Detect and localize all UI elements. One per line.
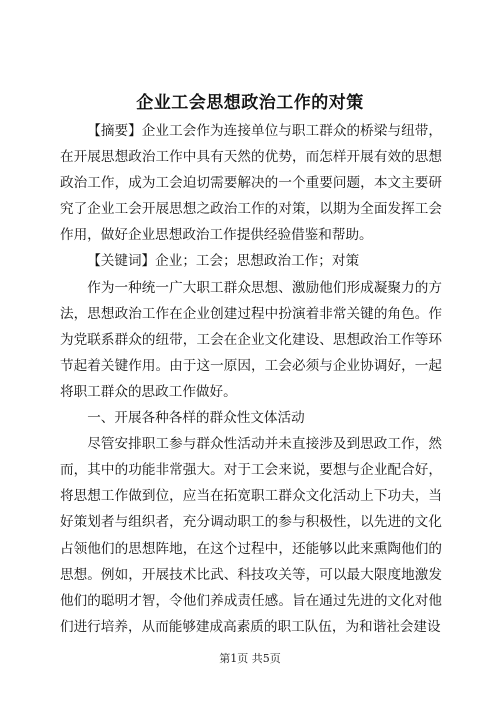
keywords-paragraph: 【关键词】企业；工会；思想政治工作；对策 xyxy=(87,253,360,270)
section-heading: 一、开展各种各样的群众性文体活动 xyxy=(87,410,305,427)
page-number-footer: 第1页 共5页 xyxy=(219,652,281,665)
section-paragraph: 尽管安排职工参与群众性活动并未直接涉及到思政工作，然而，其中的功能非常强大。对于工会来说，要想与企业配合好，将思想工作做到位，应当在拓宽职工群众文化活动上下功夫，当好策划者与组织者，充分调动职工的参与积极性，以先进的文化占领他们的思想阵地，在这个过程中，还能够以此来熏陶他们的思想。例如，开展技术比武、科技攻关等，可以最大限度地激发他们的聪明才智，令他们养成责任感。旨在通过先进的文化对他们进行培养，从而能够建成高素质的职工队伍，为和谐社会建设 xyxy=(60,436,442,635)
abstract-paragraph: 【摘要】企业工会作为连接单位与职工群众的桥梁与纽带，在开展思想政治工作中具有天然的优势，而怎样开展有效的思想政治工作，成为工会迫切需要解决的一个重要问题，本文主要研究了企业工会开展思想之政治工作的对策，以期为全面发挥工会作用，做好企业思想政治工作提供经验借鉴和帮助。 xyxy=(60,123,442,244)
document-body xyxy=(60,118,442,640)
document-title: 企业工会思想政治工作的对策 xyxy=(136,93,364,113)
intro-paragraph: 作为一种统一广大职工群众思想、激励他们形成凝聚力的方法，思想政治工作在企业创建过程中扮演着非常关键的角色。作为党联系群众的纽带，工会在企业文化建设、思想政治工作等环节起着关键作用。由于这一原因，工会必须与企业协调好，一起将职工群众的思政工作做好。 xyxy=(60,279,442,400)
